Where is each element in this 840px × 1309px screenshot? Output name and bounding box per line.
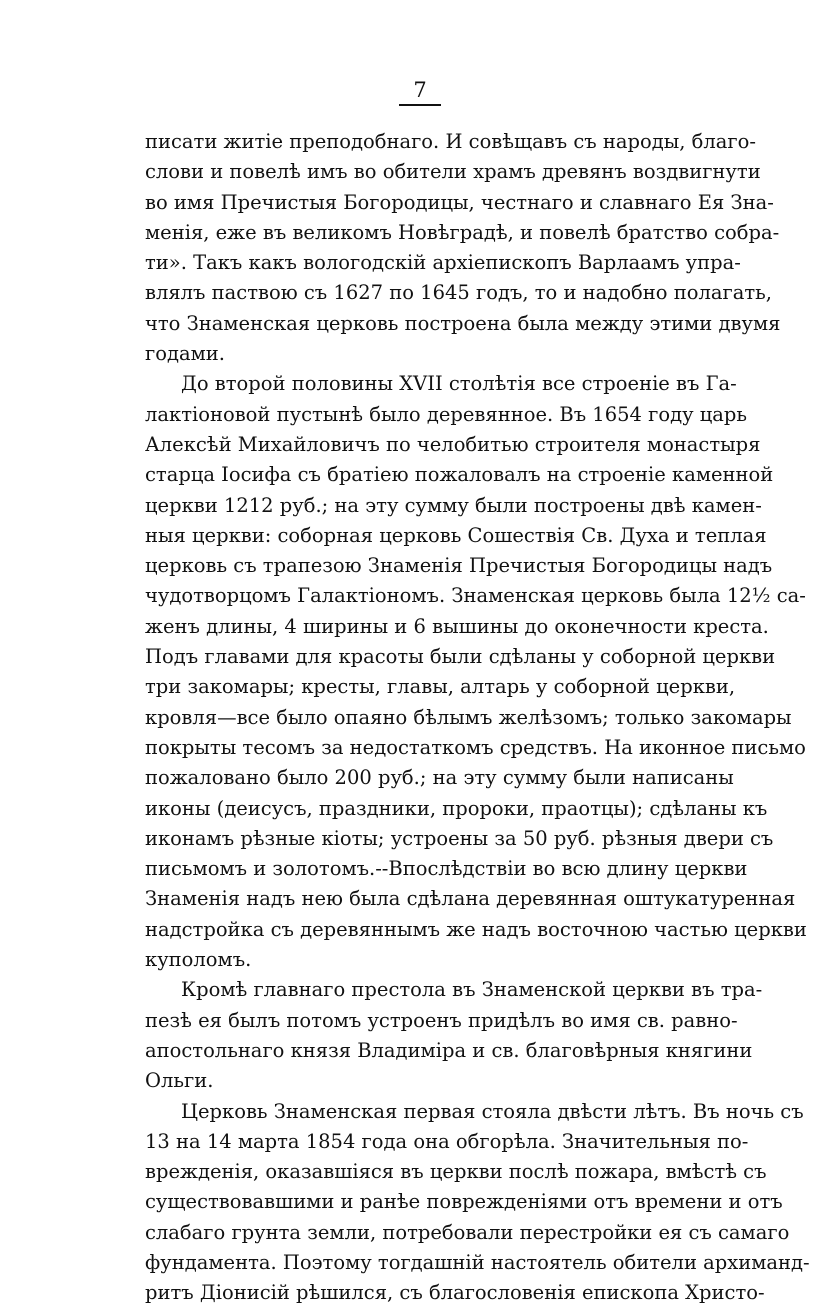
text-line: Ольги. bbox=[145, 1069, 214, 1093]
text-line: существовавшими и ранѣе поврежденіями отъ времени и отъ bbox=[145, 1190, 783, 1214]
text-line: старца Іосифа съ братіею пожаловалъ на строеніе каменной bbox=[145, 463, 774, 487]
body-text bbox=[145, 127, 810, 1309]
text-line: апостольнаго князя Владиміра и св. благовѣрныя княгини bbox=[145, 1038, 753, 1062]
text-line: во имя Пречистыя Богородицы, честнаго и славнаго Ея Зна- bbox=[145, 190, 774, 214]
paragraph-1 bbox=[145, 127, 781, 369]
text-line: годами. bbox=[145, 342, 225, 366]
text-line: слови и повелѣ имъ во обители храмъ древянъ воздвигнути bbox=[145, 160, 761, 184]
text-line: писати житіе преподобнаго. И совѣщавъ съ народы, благо- bbox=[145, 130, 756, 153]
text-line: надстройка съ деревяннымъ же надъ восточною частью церкви bbox=[145, 917, 807, 941]
text-line: пожаловано было 200 руб.; на эту сумму были написаны bbox=[145, 766, 734, 790]
text-line: Кромѣ главнаго престола въ Знаменской церкви въ тра- bbox=[181, 978, 763, 1002]
text-line: иконы (деисусъ, праздники, пророки, праотцы); сдѣланы къ bbox=[145, 796, 768, 820]
text-line: влялъ паствою съ 1627 по 1645 годъ, то и надобно полагать, bbox=[145, 281, 772, 305]
paragraph-3 bbox=[145, 975, 763, 1096]
text-line: ритъ Діонисій рѣшился, съ благословенія епископа Христо- bbox=[145, 1281, 765, 1305]
text-line: фундамента. Поэтому тогдашній настоятель обители архиманд- bbox=[145, 1250, 810, 1274]
text-line: Знаменія надъ нею была сдѣлана деревянная оштукатуренная bbox=[145, 887, 796, 911]
text-line: Подъ главами для красоты были сдѣланы у соборной церкви bbox=[145, 645, 776, 669]
text-line: церковь съ трапезою Знаменія Пречистыя Богородицы надъ bbox=[145, 554, 773, 578]
text-line: женъ длины, 4 ширины и 6 вышины до оконечности креста. bbox=[145, 614, 769, 638]
text-line: иконамъ рѣзные кіоты; устроены за 50 руб. рѣзныя двери съ bbox=[145, 826, 774, 850]
text-line: 13 на 14 марта 1854 года она обгорѣла. Значительныя по- bbox=[145, 1129, 749, 1153]
text-line: слабаго грунта земли, потребовали перестройки ея съ самаго bbox=[145, 1220, 790, 1244]
text-line: лактіоновой пустынѣ было деревянное. Въ 1654 году царь bbox=[145, 402, 748, 426]
text-line: Алексѣй Михайловичъ по челобитью строителя монастыря bbox=[145, 432, 761, 456]
paragraph-2 bbox=[145, 369, 807, 975]
text-line: покрыты тесомъ за недостаткомъ средствъ. На иконное письмо bbox=[145, 735, 806, 759]
text-line: куполомъ. bbox=[145, 948, 252, 972]
paragraph-4 bbox=[145, 1097, 810, 1309]
text-line: церкви 1212 руб.; на эту сумму были построены двѣ камен- bbox=[145, 493, 762, 517]
text-line: кровля—все было опаяно бѣлымъ желѣзомъ; только закомары bbox=[145, 705, 792, 729]
text-line: ти». Такъ какъ вологодскій архіепископъ Варлаамъ упра- bbox=[145, 251, 741, 275]
text-line: Церковь Знаменская первая стояла двѣсти лѣтъ. Въ ночь съ bbox=[181, 1099, 804, 1123]
text-line: врежденія, оказавшіяся въ церкви послѣ пожара, вмѣстѣ съ bbox=[145, 1160, 767, 1184]
text-line: что Знаменская церковь построена была между этими двумя bbox=[145, 311, 781, 335]
text-line: чудотворцомъ Галактіономъ. Знаменская церковь была 12½ са- bbox=[145, 584, 806, 608]
page-number-value: 7 bbox=[399, 78, 440, 106]
text-line: ныя церкви: соборная церковь Сошествія Св. Духа и теплая bbox=[145, 523, 767, 547]
page-number bbox=[0, 78, 840, 106]
text-line: письмомъ и золотомъ.--Впослѣдствіи во всю длину церкви bbox=[145, 857, 748, 881]
text-line: пезѣ ея былъ потомъ устроенъ придѣлъ во имя св. равно- bbox=[145, 1008, 738, 1032]
text-line: менія, еже въ великомъ Новѣградѣ, и повелѣ братство собра- bbox=[145, 220, 780, 244]
text-line: До второй половины XVII столѣтія все строеніе въ Га- bbox=[181, 372, 737, 396]
text-line: три закомары; кресты, главы, алтарь у соборной церкви, bbox=[145, 675, 736, 699]
